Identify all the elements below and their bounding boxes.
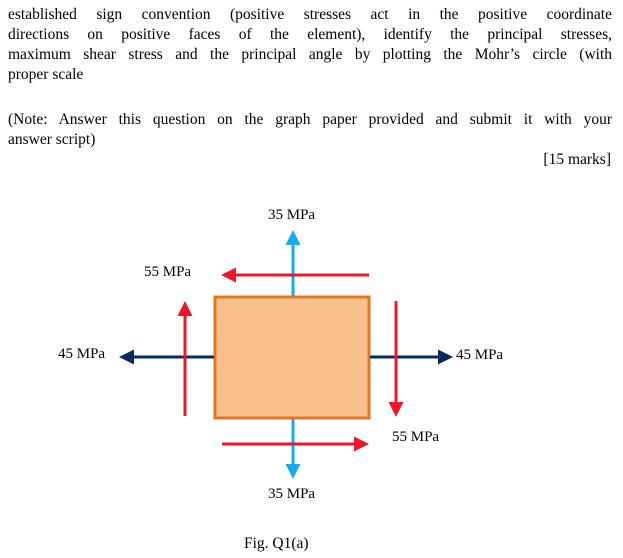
note-line: answer script) (8, 131, 96, 148)
question-line: established sign convention (positive stresses act in the positive coordinate (8, 6, 612, 23)
question-line: directions on positive faces of the element), identify the principal stresses, (8, 26, 612, 43)
question-line: proper scale (8, 66, 84, 83)
top-shear-label: 55 MPa (144, 264, 192, 280)
figure-caption: Fig. Q1(a) (244, 535, 309, 552)
question-line: maximum shear stress and the principal angle by plotting the Mohr’s circle (with (8, 46, 612, 63)
right-shear-label: 55 MPa (392, 429, 440, 445)
right-normal-label: 45 MPa (456, 347, 504, 363)
note-line: (Note: Answer this question on the graph paper provided and submit it with your (8, 111, 612, 128)
left-normal-label: 45 MPa (58, 346, 106, 362)
marks-label: [15 marks] (543, 151, 611, 168)
bottom-normal-label: 35 MPa (268, 486, 316, 502)
top-normal-label: 35 MPa (268, 207, 316, 223)
stress-element (215, 297, 369, 418)
